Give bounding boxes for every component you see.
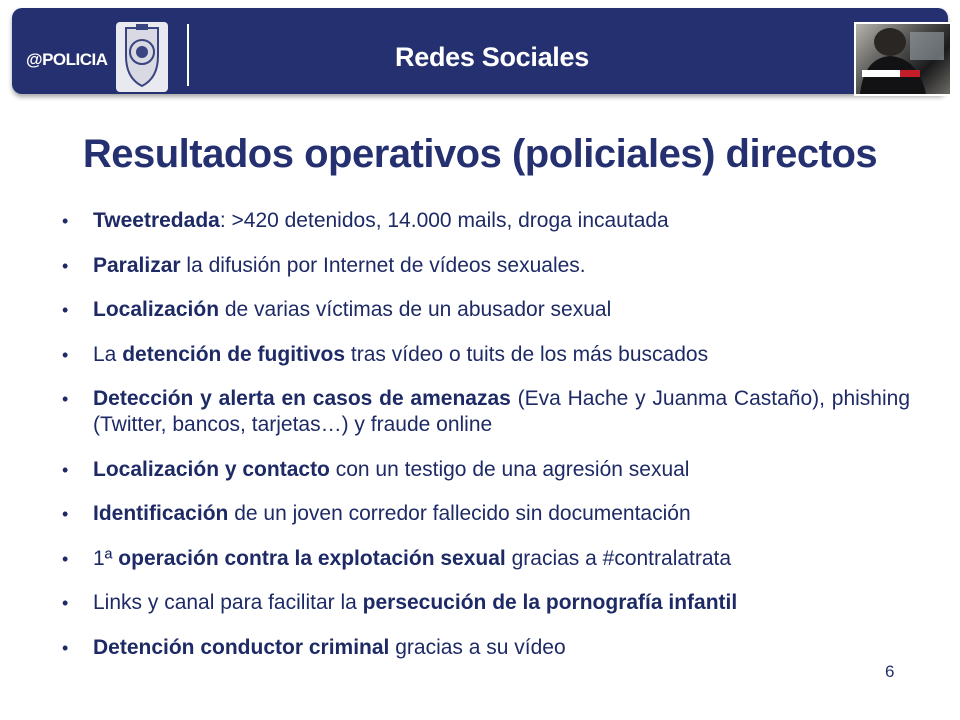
bullet-text: (Eva Hache y Juanma Castaño), phishing (Twitter, bancos, tarjetas…) y fraude online (93, 387, 911, 436)
list-item (62, 297, 910, 323)
bullet-bold: Identificación (93, 502, 229, 525)
list-item (62, 501, 910, 527)
slide-title: Resultados operativos (policiales) directos (82, 132, 878, 176)
bullet-bold: Localización (93, 298, 220, 321)
bullet-text: gracias a #contralatrata (505, 546, 732, 570)
bullet-bold: detención de fugitivos (122, 342, 346, 366)
list-item (62, 546, 910, 572)
policia-logo-text: @POLICIA (26, 50, 108, 69)
bullet-dot-icon: • (62, 548, 69, 569)
page-number: 6 (885, 662, 895, 681)
bullet-dot-icon: • (62, 255, 69, 276)
list-item (62, 635, 910, 661)
list-item (62, 386, 910, 438)
results-bullet-list (62, 208, 910, 679)
bullet-prefix: 1ª (93, 546, 119, 570)
list-item (62, 342, 910, 368)
header-title: Redes Sociales (395, 42, 589, 72)
bullet-dot-icon: • (62, 300, 69, 320)
bullet-text: tras vídeo o tuits de los más buscados (345, 342, 709, 366)
police-officer-photo (854, 22, 952, 96)
bullet-dot-icon: • (62, 389, 69, 409)
bullet-text: con un testigo de una agresión sexual (329, 457, 690, 481)
bullet-bold: operación contra la explotación sexual (118, 546, 506, 570)
bullet-bold: Detección y alerta en casos de amenazas (93, 387, 511, 410)
bullet-bold: Localización y contacto (93, 457, 330, 481)
bullet-bold: persecución de la pornografía infantil (362, 591, 738, 614)
bullet-bold: Detención conductor criminal (93, 635, 390, 659)
bullet-dot-icon: • (62, 593, 69, 613)
list-item (62, 590, 910, 616)
bullet-text: de varias víctimas de un abusador sexual (219, 298, 612, 321)
bullet-text: : >420 detenidos, 14.000 mails, droga incautada (219, 209, 669, 232)
list-item (62, 253, 910, 279)
bullet-dot-icon: • (62, 504, 69, 524)
bullet-prefix: Links y canal para facilitar la (93, 591, 363, 614)
bullet-text: la difusión por Internet de vídeos sexuales. (180, 253, 586, 277)
bullet-dot-icon: • (62, 211, 69, 231)
bullet-text: gracias a su vídeo (389, 635, 566, 659)
bullet-bold: Tweetredada (93, 209, 220, 232)
header-bar (12, 8, 948, 94)
bullet-prefix: La (93, 342, 123, 366)
list-item (62, 208, 910, 234)
bullet-bold: Paralizar (93, 253, 181, 277)
bullet-dot-icon: • (62, 459, 69, 480)
bullet-dot-icon: • (62, 637, 69, 658)
bullet-dot-icon: • (62, 344, 69, 365)
bullet-text: de un joven corredor fallecido sin documentación (228, 502, 691, 525)
list-item (62, 457, 910, 483)
